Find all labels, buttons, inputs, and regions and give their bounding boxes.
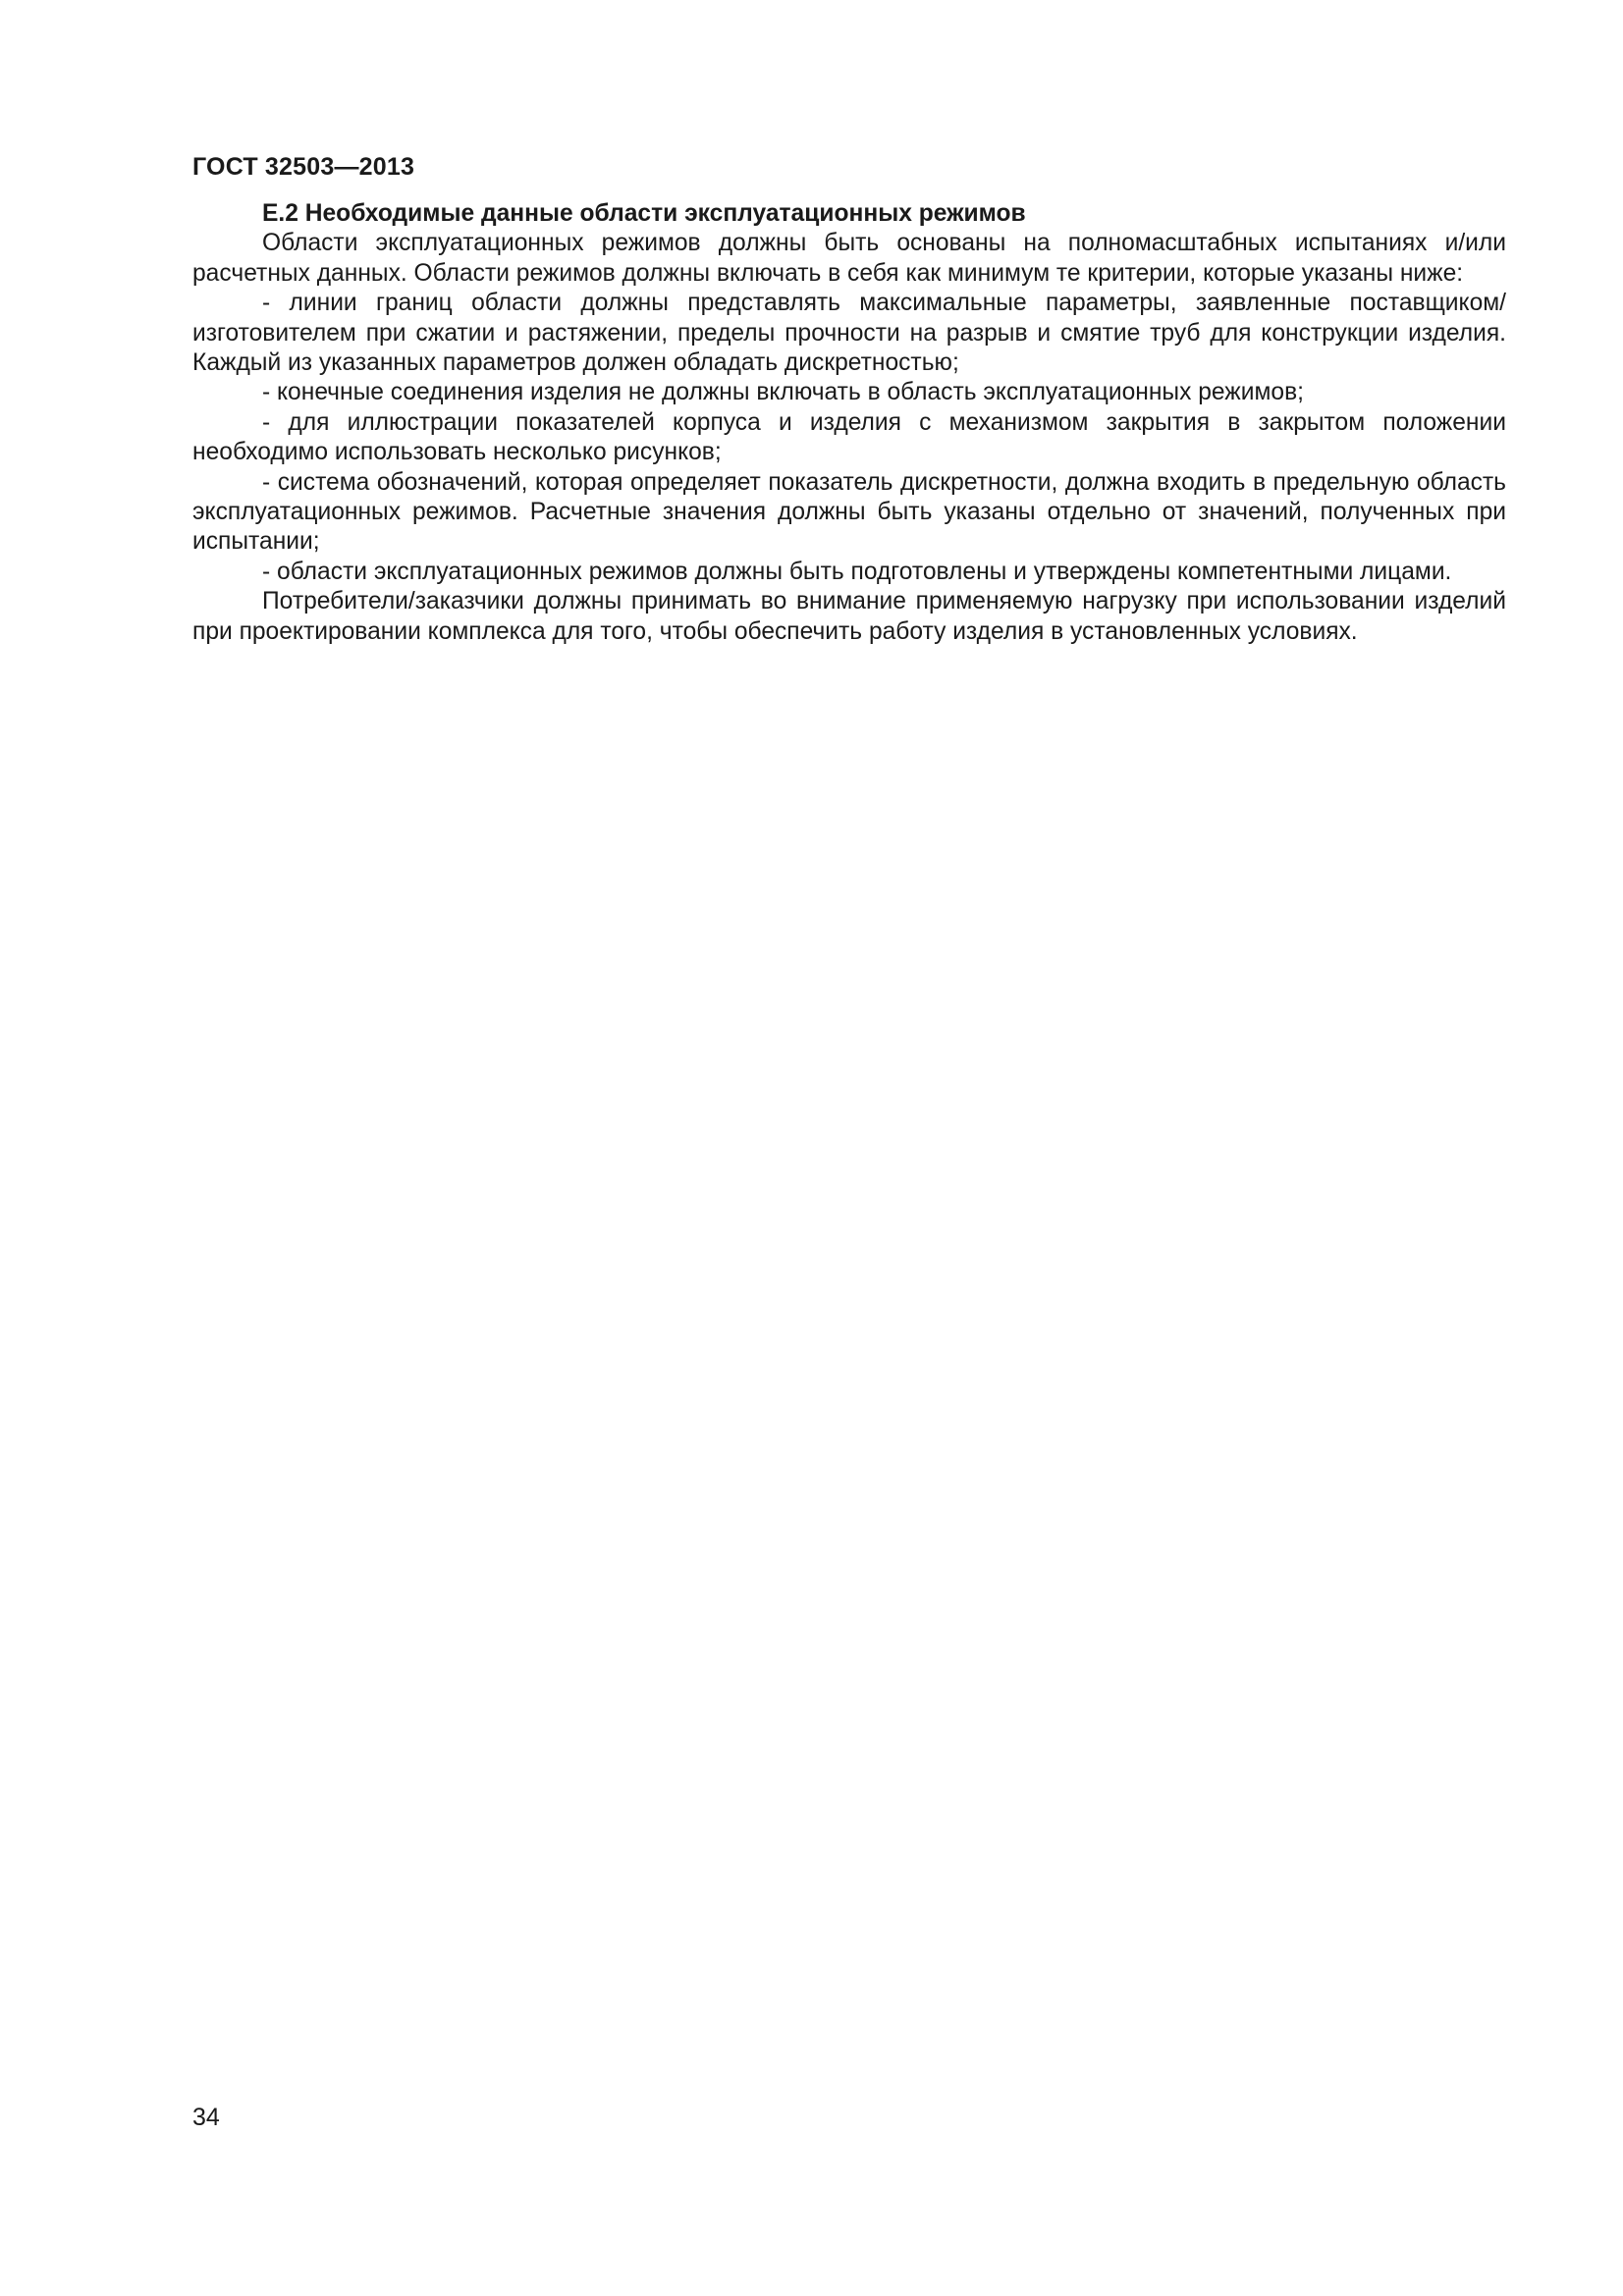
paragraph-3: - конечные соединения изделия не должны включать в область эксплуатационных режимов; [262, 379, 1304, 406]
paragraph-6: - области эксплуатационных режимов должны быть подготовлены и утверждены компетентными лицами. [262, 558, 1452, 585]
paragraph-1: Области эксплуатационных режимов должны быть основаны на полномасштабных испытаниях и/или расчетных данных. Области режимов должны включать в себя как минимум те критерии, которые указаны ниже: [192, 230, 1506, 287]
paragraph-2: - линии границ области должны представлять максимальные параметры, заявленные поставщиком/изготовителем при сжатии и растяжении, пределы прочности на разрыв и смятие труб для конструкции изделия. Каждый из указанных параметров должен обладать дискретностью; [192, 290, 1506, 377]
paragraph-5: - система обозначений, которая определяет показатель дискретности, должна входить в предельную область эксплуатационных режимов. Расчетные значения должны быть указаны отдельно от значений, полученных при испытании; [192, 468, 1506, 556]
paragraph-4: - для иллюстрации показателей корпуса и изделия с механизмом закрытия в закрытом положении необходимо использовать несколько рисунков; [192, 408, 1506, 466]
document-code: ГОСТ 32503—2013 [192, 153, 415, 181]
page-number: 34 [192, 2104, 220, 2131]
section-title: Е.2 Необходимые данные области эксплуатационных режимов [262, 200, 1026, 227]
section-body [192, 199, 1506, 647]
paragraph-7: Потребители/заказчики должны принимать во внимание применяемую нагрузку при использовании изделий при проектировании комплекса для того, чтобы обеспечить работу изделия в установленных условиях. [192, 588, 1506, 645]
